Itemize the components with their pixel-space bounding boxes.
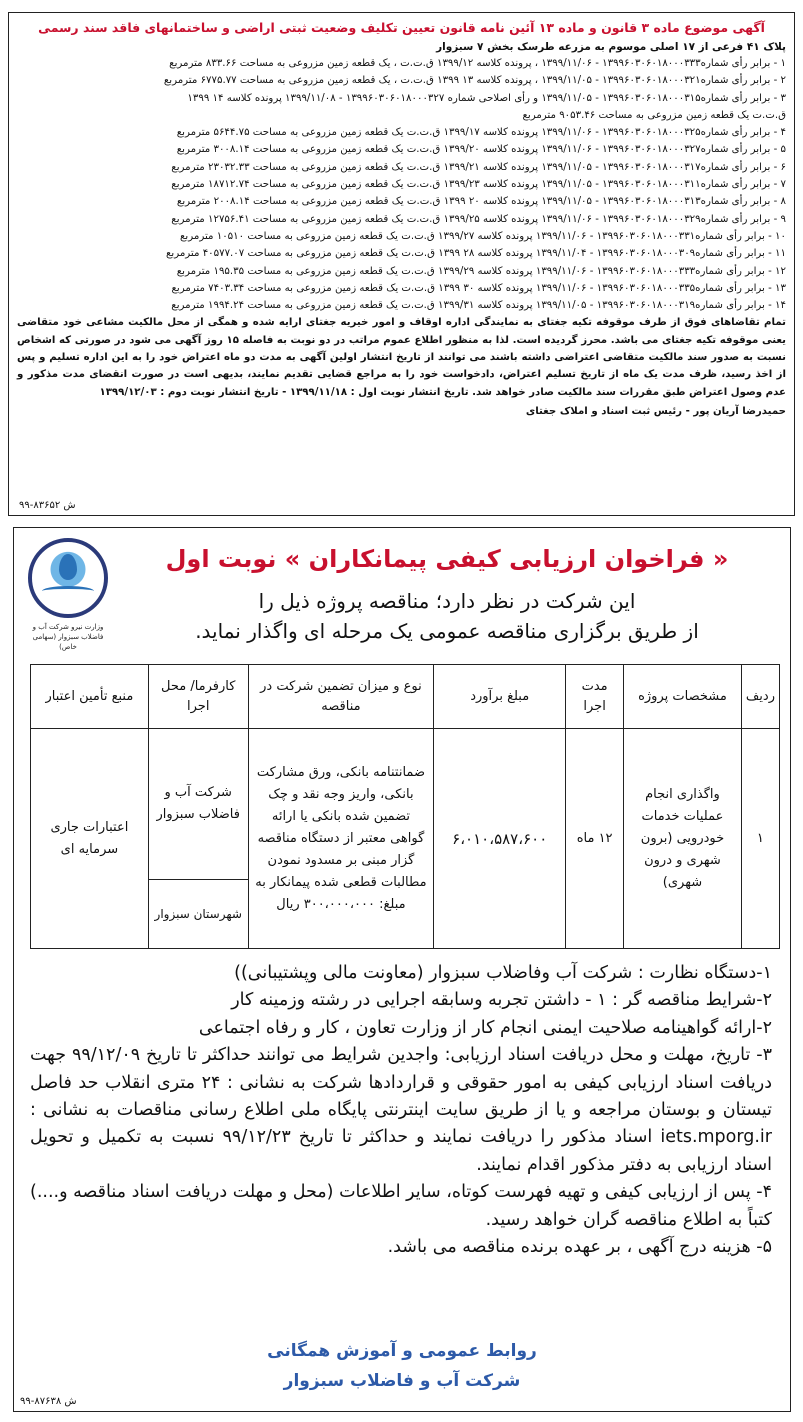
cell-row-number: ۱ xyxy=(741,729,779,949)
list-item: ۶ - برابر رأی شماره۱۳۹۹۶۰۳۰۶۰۱۸۰۰۰۳۱۷ - ۱۳۹۹/۱۱/۰۵ پرونده کلاسه ۱۳۹۹/۲۱ ق.ت.ت یک قطعه زمین مزروعی به مساحت ۲۳۰۳۲.۳۳ مترمربع xyxy=(171,161,786,173)
list-item: ۵ - برابر رأی شماره۱۳۹۹۶۰۳۰۶۰۱۸۰۰۰۳۲۷ - ۱۳۹۹/۱۱/۰۶ پرونده کلاسه ۱۳۹۹/۲۰ ق.ت.ت یک قطعه زمین مزروعی به مساحت ۳۰۰۸.۱۴ مترمربع xyxy=(176,144,786,156)
water-drop-icon xyxy=(28,538,108,618)
cell-duration: ۱۲ ماه xyxy=(566,729,624,949)
registration-notice xyxy=(8,12,795,516)
list-item: ۴ - برابر رأی شماره۱۳۹۹۶۰۳۰۶۰۱۸۰۰۰۳۲۵ - ۱۳۹۹/۱۱/۰۶ پرونده کلاسه ۱۳۹۹/۱۷ ق.ت.ت یک قطعه زمین مزروعی به مساحت ۵۶۴۴.۷۵ مترمربع xyxy=(176,127,786,139)
cell-fund: اعتبارات جاری سرمایه ای xyxy=(31,729,149,949)
list-item: ۴- پس از ارزیابی کیفی و تهیه فهرست کوتاه، سایر اطلاعات (محل و مهلت دریافت اسناد مناقصه و....) کتباً به اطلاع مناقصه گران خواهد رسید. xyxy=(30,1182,772,1230)
list-item: ۳ - برابر رأی شماره۱۳۹۹۶۰۳۰۶۰۱۸۰۰۰۳۱۵ - ۱۳۹۹/۱۱/۰۵ و رأی اصلاحی شماره ۱۳۹۹۶۰۳۰۶۰۱۸۰۰۰۳۲۷ - ۱۳۹۹/۱۱/۰۸ پرونده کلاسه ۱۴ ۱۳۹۹ xyxy=(187,92,786,104)
table-row xyxy=(31,729,780,949)
header-guarantee: نوع و میزان تضمین شرکت در مناقصه xyxy=(248,665,434,729)
cell-project: واگذاری انجام عملیات خدمات خودرویی (برون شهری و درون شهری) xyxy=(624,729,742,949)
list-item: ۱۳ - برابر رأی شماره۱۳۹۹۶۰۳۰۶۰۱۸۰۰۰۳۳۵ - ۱۳۹۹/۱۱/۰۶ پرونده کلاسه ۳۰ ۱۳۹۹ ق.ت.ت یک قطعه زمین مزروعی به مساحت ۷۴۰۳.۳۴ مترمربع xyxy=(171,282,786,294)
company-logo xyxy=(26,538,110,663)
plot-reference: پلاک ۴۱ فرعی از ۱۷ اصلی موسوم به مزرعه طرسک بخش ۷ سبزوار xyxy=(436,41,786,53)
header-employer: کارفرما/ محل اجرا xyxy=(148,665,248,729)
header-cost: مبلغ برآورد xyxy=(434,665,566,729)
cell-cost: ۶،۰۱۰،۵۸۷،۶۰۰ xyxy=(434,729,566,949)
header-fund: منبع تأمین اعتبار xyxy=(31,665,149,729)
list-item: ۲-شرایط مناقصه گر : ۱ - داشتن تجربه وسابقه اجرایی در رشته وزمینه کار xyxy=(231,990,772,1011)
list-item: ۱-دستگاه نظارت : شرکت آب وفاضلاب سبزوار (معاونت مالی وپشتیبانی)) xyxy=(234,963,772,983)
cell-employer xyxy=(148,729,248,949)
employer-name: شرکت آب و فاضلاب سبزوار xyxy=(149,730,248,880)
tender-intro xyxy=(124,586,770,646)
list-item: ۱۲ - برابر رأی شماره۱۳۹۹۶۰۳۰۶۰۱۸۰۰۰۳۳۳ - ۱۳۹۹/۱۱/۰۶ پرونده کلاسه ۱۳۹۹/۲۹ ق.ت.ت یک قطعه زمین مزروعی به مساحت ۱۹۵.۳۵ مترمربع xyxy=(176,265,786,277)
ad-code: ۹۹-۸۳۶۵۲ ش xyxy=(19,500,76,511)
intro-line: این شرکت در نظر دارد؛ مناقصه پروژه ذیل را xyxy=(258,589,636,613)
tender-footer xyxy=(14,1336,790,1396)
list-item: ۱۱ - برابر رأی شماره۱۳۹۹۶۰۳۰۶۰۱۸۰۰۰۳۰۹ - ۱۳۹۹/۱۱/۰۴ پرونده کلاسه ۲۸ ۱۳۹۹ ق.ت.ت یک قطعه زمین مزروعی به مساحت ۴۰۵۷۷.۰۷ مترمربع xyxy=(165,248,786,260)
intro-line: از طریق برگزاری مناقصه عمومی یک مرحله ای واگذار نماید. xyxy=(195,619,699,643)
notice-body: تمام تقاضاهای فوق از طرف موقوفه تکیه جغتای به نمایندگی اداره اوقاف و امور خیریه جغتای ارایه شده و همگی از محل مالکیت مشاعی خود متقاضی یعنی موقوفه تکیه جغتای می باشد. محرز گردیده است. لذا به منظور اطلاع عموم مراتب در دو نوبت به فاصله ۱۵ روز آگهی می شود در صورتی که اشخاص نسبت به صدور سند مالکیت متقاضی اعتراضی داشته باشند می توانند از تاریخ انتشار اولین آگهی به مدت دو ماه اعتراض خود را به این اداره تسلیم و پس از اخذ رسید، ظرف مدت یک ماه از تاریخ تسلیم اعتراض، دادخواست خود را به مراجع قضایی تقدیم نمایند، بدیهی است در صورت انقضای مدت مذکور و عدم وصول اعتراض طبق مقررات سند مالکیت صادر خواهد شد. تاریخ انتشار نوبت اول : ۱۳۹۹/۱۱/۱۸ - تاریخ انتشار نوبت دوم : ۱۳۹۹/۱۲/۰۳ xyxy=(17,317,786,398)
project-table xyxy=(30,664,780,949)
footer-company: شرکت آب و فاضلاب سبزوار xyxy=(283,1371,521,1391)
header-duration: مدت اجرا xyxy=(566,665,624,729)
list-item: ۲-ارائه گواهینامه صلاحیت ایمنی انجام کار از وزارت تعاون ، کار و رفاه اجتماعی xyxy=(198,1017,772,1038)
notice-title: آگهی موضوع ماده ۳ قانون و ماده ۱۳ آئین نامه قانون تعیین تکلیف وضعیت ثبتی اراضی و ساختمانهای فاقد سند رسمی xyxy=(38,20,765,35)
header-project: مشخصات پروژه xyxy=(624,665,742,729)
list-item: ۱۴ - برابر رأی شماره۱۳۹۹۶۰۳۰۶۰۱۸۰۰۰۳۱۹ - ۱۳۹۹/۱۱/۰۵ پرونده کلاسه ۱۳۹۹/۳۱ ق.ت.ت یک قطعه زمین مزروعی به مساحت ۱۹۹۴.۲۴ مترمربع xyxy=(171,300,786,312)
list-item: ۲ - برابر رأی شماره۱۳۹۹۶۰۳۰۶۰۱۸۰۰۰۳۲۱ - ۱۳۹۹/۱۱/۰۵ ، پرونده کلاسه ۱۳ ۱۳۹۹ ق.ت.ت ، یک قطعه زمین مزروعی به مساحت ۶۷۷۵.۷۷ مترمربع xyxy=(163,75,786,87)
list-item: ۱ - برابر رأی شماره۱۳۹۹۶۰۳۰۶۰۱۸۰۰۰۳۳۳ - ۱۳۹۹/۱۱/۰۶ ، پرونده کلاسه ۱۳۹۹/۱۲ ق.ت.ت ، یک قطعه زمین مزروعی به مساحت ۸۳۳.۶۶ مترمربع xyxy=(169,58,786,69)
logo-caption: وزارت نیرو شرکت آب و فاضلاب سبزوار (سهامی خاص) xyxy=(32,623,104,651)
ad-code: ۹۹-۸۷۶۳۸ ش xyxy=(20,1396,77,1407)
tender-call xyxy=(13,527,791,1412)
cell-guarantee: ضمانتنامه بانکی، ورق مشارکت بانکی، واریز وجه نقد و چک تضمین شده بانکی یا ارائه گواهی معتبر از دستگاه مناقصه گزار مبنی بر مسدود نمودن مطالبات قطعی شده پیمانکار به مبلغ: ۳۰۰،۰۰۰،۰۰۰ ریال xyxy=(248,729,434,949)
conditions-list xyxy=(30,960,772,1261)
table-header-row xyxy=(31,665,780,729)
footer-department: روابط عمومی و آموزش همگانی xyxy=(267,1341,537,1361)
header-row-number: ردیف xyxy=(741,665,779,729)
notice-signature: حمیدرضا آریان پور - رئیس ثبت اسناد و املاک جغتای xyxy=(525,405,786,417)
list-item: ۷ - برابر رأی شماره۱۳۹۹۶۰۳۰۶۰۱۸۰۰۰۳۱۱ - ۱۳۹۹/۱۱/۰۵ پرونده کلاسه ۱۳۹۹/۲۳ ق.ت.ت یک قطعه زمین مزروعی به مساحت ۱۸۷۱۲.۷۴ مترمربع xyxy=(171,179,786,191)
ruling-list xyxy=(17,55,786,314)
list-item: ۳- تاریخ، مهلت و محل دریافت اسناد ارزیابی: واجدین شرایط می توانند حداکثر تا تاریخ ۹۹/۱۲/۰۹ جهت دریافت اسناد ارزیابی کیفی به امور حقوقی و قراردادها شرکت به نشانی : ۲۴ متری انقلاب حد فاصل تیستان و بوستان مراجعه و یا از طریق سایت اینترنتی پایگاه ملی اطلاع رسانی مناقصات به نشانی : iets.mporg.ir اسناد مذکور را دریافت نمایند و حداکثر تا تاریخ ۹۹/۱۲/۲۳ نسبت به تکمیل و تحویل اسناد ارزیابی به دفتر مذکور اقدام نمایند. xyxy=(30,1045,772,1175)
list-item: ۵- هزینه درج آگهی ، بر عهده برنده مناقصه می باشد. xyxy=(387,1237,772,1258)
list-item: ۱۰ - برابر رأی شماره۱۳۹۹۶۰۳۰۶۰۱۸۰۰۰۳۳۱ - ۱۳۹۹/۱۱/۰۶ پرونده کلاسه ۱۳۹۹/۲۷ ق.ت.ت یک قطعه زمین مزروعی به مساحت ۱۰۵۱۰ مترمربع xyxy=(179,230,786,242)
tender-title: « فراخوان ارزیابی کیفی پیمانکاران » نوبت اول xyxy=(165,545,729,573)
list-item: ۹ - برابر رأی شماره۱۳۹۹۶۰۳۰۶۰۱۸۰۰۰۳۲۹ - ۱۳۹۹/۱۱/۰۶ پرونده کلاسه ۱۳۹۹/۲۵ ق.ت.ت یک قطعه زمین مزروعی به مساحت ۱۲۷۵۶.۴۱ مترمربع xyxy=(171,213,786,225)
list-item: ۸ - برابر رأی شماره۱۳۹۹۶۰۳۰۶۰۱۸۰۰۰۳۱۳ - ۱۳۹۹/۱۱/۰۵ پرونده کلاسه ۲۰ ۱۳۹۹ ق.ت.ت یک قطعه زمین مزروعی به مساحت ۲۰۰۸.۱۴ مترمربع xyxy=(176,196,786,208)
project-location: شهرستان سبزوار xyxy=(154,906,242,921)
list-item: ق.ت.ت یک قطعه زمین مزروعی به مساحت ۹۰۵۳.۴۶ مترمربع xyxy=(522,109,786,121)
